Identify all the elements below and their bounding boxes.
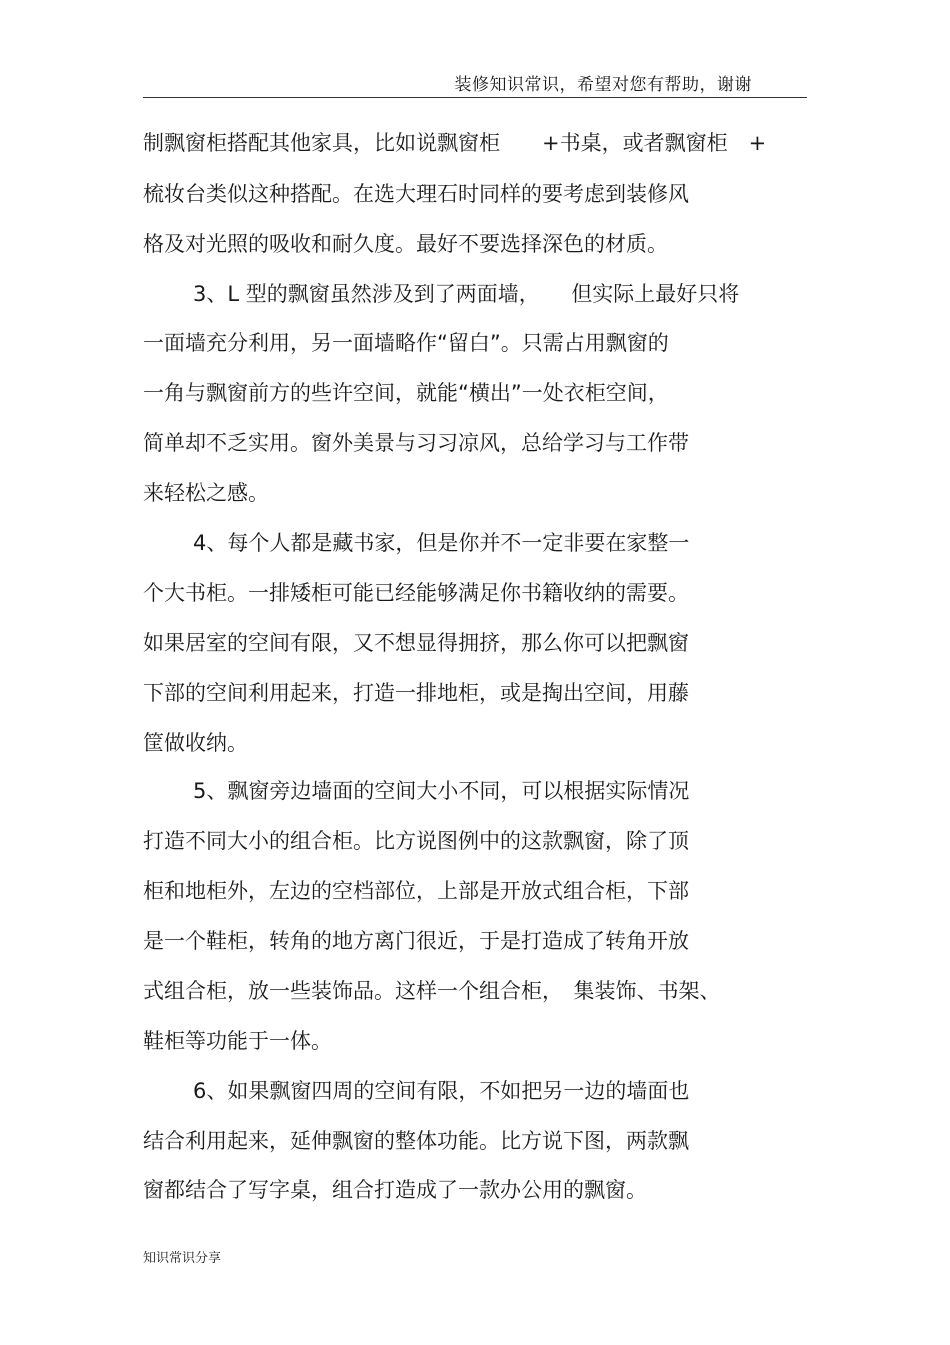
- body-line: 梳妆台类似这种搭配。在选大理石时同样的要考虑到装修风: [143, 182, 689, 206]
- body-line: 柜和地柜外，左边的空档部位，上部是开放式组合柜，下部: [143, 879, 689, 903]
- body-line: 结合利用起来，延伸飘窗的整体功能。比方说下图，两款飘: [143, 1129, 689, 1153]
- page-footer: 知识常识分享: [143, 1251, 222, 1266]
- paragraph-start-6: 6、如果飘窗四周的空间有限，不如把另一边的墙面也: [193, 1079, 690, 1103]
- paragraph-start-3: 3、L 型的飘窗虽然涉及到了两面墙， 但实际上最好只将: [193, 282, 740, 306]
- body-line: 窗都结合了写字桌，组合打造成了一款办公用的飘窗。: [143, 1178, 647, 1202]
- body-line: 一角与飘窗前方的些许空间，就能“横出”一处衣柜空间，: [143, 381, 669, 405]
- body-line: 式组合柜，放一些装饰品。这样一个组合柜， 集装饰、书架、: [143, 979, 721, 1003]
- body-line: 格及对光照的吸收和耐久度。最好不要选择深色的材质。: [143, 232, 668, 256]
- body-line: 如果居室的空间有限，又不想显得拥挤，那么你可以把飘窗: [143, 631, 689, 655]
- body-line: 鞋柜等功能于一体。: [143, 1029, 332, 1053]
- body-line: 打造不同大小的组合柜。比方说图例中的这款飘窗，除了顶: [143, 829, 689, 853]
- paragraph-start-5: 5、飘窗旁边墙面的空间大小不同，可以根据实际情况: [193, 779, 690, 803]
- body-line: 个大书柜。一排矮柜可能已经能够满足你书籍收纳的需要。: [143, 581, 689, 605]
- page-header: 装修知识常识，希望对您有帮助，谢谢: [454, 75, 752, 95]
- body-line: 简单却不乏实用。窗外美景与习习凉风，总给学习与工作带: [143, 431, 689, 455]
- body-line: 是一个鞋柜，转角的地方离门很近，于是打造成了转角开放: [143, 929, 689, 953]
- body-line: 来轻松之感。: [143, 481, 269, 505]
- body-line: 一面墙充分利用，另一面墙略作“留白”。只需占用飘窗的: [143, 331, 669, 355]
- header-divider: [143, 97, 807, 98]
- body-line: 筐做收纳。: [143, 731, 248, 755]
- body-line: 下部的空间利用起来，打造一排地柜，或是掏出空间，用藤: [143, 681, 689, 705]
- body-line: 制飘窗柜搭配其他家具，比如说飘窗柜 +书桌，或者飘窗柜 +: [143, 131, 767, 155]
- paragraph-start-4: 4、每个人都是藏书家，但是你并不一定非要在家整一: [193, 531, 690, 555]
